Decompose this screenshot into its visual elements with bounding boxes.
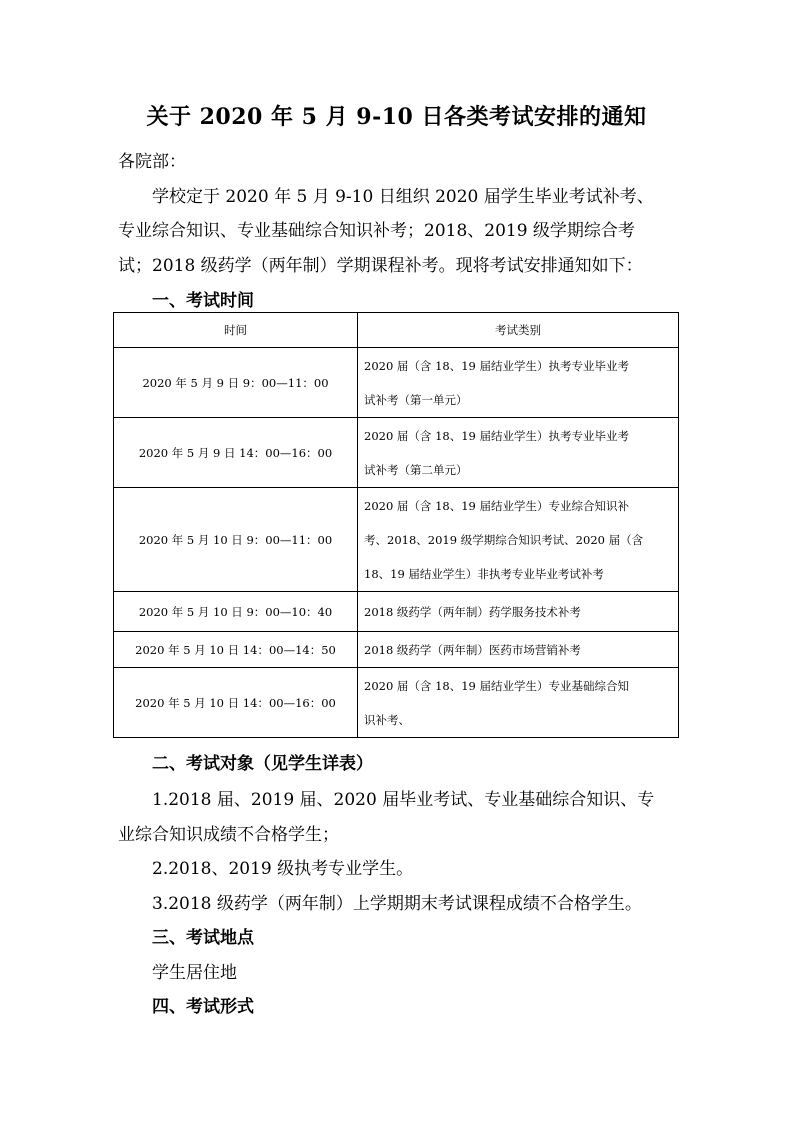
category-line: 识补考、: [364, 712, 410, 727]
category-line: 2020 届（含 18、19 届结业学生）执考专业毕业考: [364, 358, 629, 373]
category-cell: [358, 348, 679, 418]
time-cell: 2020 年 5 月 9 日 14：00—16：00: [114, 418, 358, 488]
time-cell: 2020 年 5 月 10 日 9：00—11：00: [114, 488, 358, 592]
target-item-3: 3.2018 级药学（两年制）上学期期末考试课程成绩不合格学生。: [152, 894, 642, 914]
section-heading-format: 四、考试形式: [152, 997, 254, 1017]
category-line: 2020 届（含 18、19 届结业学生）专业基础综合知: [364, 678, 629, 693]
category-line: 18、19 届结业学生）非执考专业毕业考试补考: [364, 566, 604, 581]
category-line: 试补考（第一单元）: [364, 392, 468, 407]
category-cell: [358, 488, 679, 592]
category-line: 2018 级药学（两年制）医药市场营销补考: [364, 642, 581, 657]
section-heading-target: 二、考试对象（见学生详表）: [152, 754, 373, 774]
category-line: 试补考（第二单元）: [364, 462, 468, 477]
category-cell: [358, 668, 679, 738]
section-heading-location: 三、考试地点: [152, 928, 254, 948]
table-row: [114, 668, 679, 738]
intro-line-3: 试；2018 级药学（两年制）学期课程补考。现将考试安排通知如下：: [118, 256, 643, 276]
target-item-2: 2.2018、2019 级执考专业学生。: [152, 859, 414, 879]
target-item-1b: 业综合知识成绩不合格学生；: [118, 825, 339, 845]
intro-line-1: 学校定于 2020 年 5 月 9-10 日组织 2020 届学生毕业考试补考、: [152, 187, 654, 207]
category-line: 2018 级药学（两年制）药学服务技术补考: [364, 604, 581, 619]
table-row: [114, 632, 679, 668]
category-cell: [358, 632, 679, 668]
section-heading-time: 一、考试时间: [152, 291, 254, 311]
header-time: 时间: [114, 313, 358, 348]
table-header-row: [114, 313, 679, 348]
table-row: [114, 488, 679, 592]
intro-line-2: 专业综合知识、专业基础综合知识补考；2018、2019 级学期综合考: [118, 221, 635, 241]
salutation: 各院部：: [118, 152, 186, 172]
category-cell: [358, 592, 679, 632]
time-cell: 2020 年 5 月 10 日 14：00—16：00: [114, 668, 358, 738]
document-title: 关于 2020 年 5 月 9-10 日各类考试安排的通知: [146, 104, 647, 130]
category-line: 考、2018、2019 级学期综合知识考试、2020 届（含: [364, 532, 644, 547]
time-cell: 2020 年 5 月 9 日 9：00—11：00: [114, 348, 358, 418]
time-cell: 2020 年 5 月 10 日 9：00—10：40: [114, 592, 358, 632]
target-item-1a: 1.2018 届、2019 届、2020 届毕业考试、专业基础综合知识、专: [152, 790, 655, 810]
category-line: 2020 届（含 18、19 届结业学生）专业综合知识补: [364, 498, 629, 513]
table-row: [114, 592, 679, 632]
time-cell: 2020 年 5 月 10 日 14：00—14：50: [114, 632, 358, 668]
category-line: 2020 届（含 18、19 届结业学生）执考专业毕业考: [364, 428, 629, 443]
table-row: [114, 418, 679, 488]
header-category: 考试类别: [358, 313, 679, 348]
location-text: 学生居住地: [152, 963, 237, 983]
exam-schedule-table: [113, 312, 679, 738]
table-row: [114, 348, 679, 418]
category-cell: [358, 418, 679, 488]
